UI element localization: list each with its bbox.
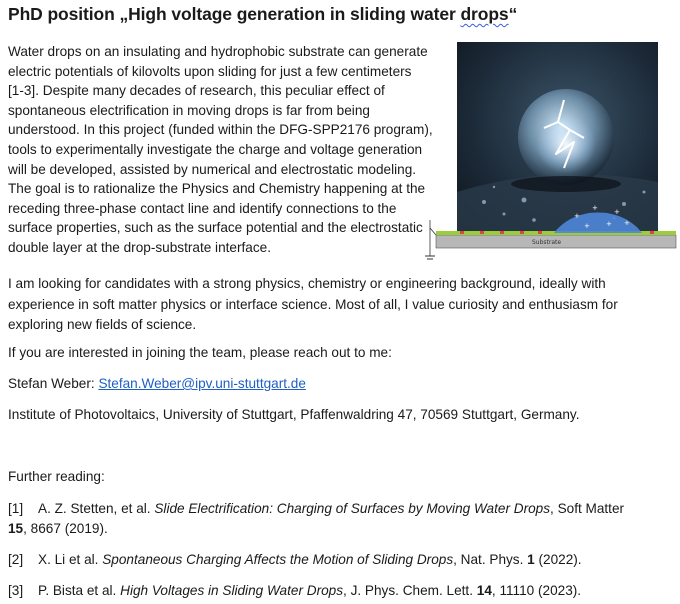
reference-volume: 15 — [8, 520, 24, 536]
candidates-paragraph — [8, 274, 618, 336]
reference-authors: A. Z. Stetten, et al. — [38, 501, 155, 516]
svg-text:+: + — [584, 222, 590, 230]
reference-title: Spontaneous Charging Affects the Motion of Sliding Drops — [102, 552, 454, 567]
reference-rest: , 8667 (2019). — [23, 520, 108, 536]
svg-text:+: + — [574, 212, 580, 220]
reference-title: Slide Electrification: Charging of Surfaces by Moving Water Drops — [154, 501, 551, 516]
reference-item — [8, 581, 581, 601]
substrate-label: Substrate — [532, 239, 562, 246]
candidates-line: I am looking for candidates with a strong physics, chemistry or engineering background, ideally with — [8, 276, 606, 291]
reference-number: [1] — [8, 501, 24, 516]
intro-line: The goal is to rationalize the Physics and Chemistry happening at the — [8, 181, 426, 197]
intro-line: will be developed, assisted by numerical and electrostatic modeling. — [8, 161, 417, 177]
title-prefix: PhD position „High voltage generation in sliding water — [8, 4, 461, 24]
intro-line: surface properties, such as the surface potential and the electrostatic — [8, 220, 423, 236]
reference-number: [3] — [8, 583, 24, 598]
contact-line — [8, 374, 306, 395]
contact-name: Stefan Weber: — [8, 376, 99, 391]
candidates-line: experience in soft matter physics or interface science. Most of all, I value curiosity and enthusiasm for — [8, 296, 618, 312]
reference-rest: , 11110 (2023). — [491, 583, 582, 598]
intro-line: receding three-phase contact line and identify connections to the — [8, 200, 397, 216]
reference-journal: , J. Phys. Chem. Lett. — [343, 583, 477, 598]
intro-line: understood. In this project (funded within the DFG-SPP2176 program), — [8, 122, 433, 138]
figure-illustration — [424, 42, 680, 262]
candidates-line: exploring new fields of science. — [8, 317, 197, 332]
reference-journal: , Nat. Phys. — [453, 552, 528, 567]
reference-journal: , Soft Matter — [550, 501, 625, 516]
reference-item — [8, 499, 648, 538]
intro-line: [1-3]. Despite many decades of research, this peculiar effect of — [8, 83, 385, 99]
intro-paragraph — [8, 42, 448, 258]
email-link[interactable]: Stefan.Weber@ipv.uni-stuttgart.de — [98, 376, 306, 391]
contact-intro: If you are interested in joining the team, please reach out to me: — [8, 345, 392, 360]
intro-line: Water drops on an insulating and hydrophobic substrate can generate — [8, 44, 428, 59]
reference-volume: 14 — [476, 583, 492, 598]
intro-line: spontaneous electrification in moving drops is far from being — [8, 102, 370, 118]
institute-address: Institute of Photovoltaics, University of Stuttgart, Pfaffenwaldring 47, 70569 Stuttgart, Germany. — [8, 407, 580, 422]
title-underlined-word: drops — [460, 4, 509, 24]
svg-text:+: + — [624, 219, 630, 227]
reference-number: [2] — [8, 552, 24, 567]
reference-rest: (2022). — [534, 552, 582, 567]
reference-authors: X. Li et al. — [38, 552, 103, 567]
page-title — [8, 4, 517, 25]
reference-title: High Voltages in Sliding Water Drops — [120, 583, 344, 598]
svg-text:+: + — [614, 208, 620, 216]
intro-line: electric potentials of kilovolts upon sliding for just a few centimeters — [8, 63, 412, 79]
title-suffix: “ — [508, 4, 518, 24]
reference-authors: P. Bista et al. — [38, 583, 121, 598]
drop-figure — [424, 42, 680, 262]
intro-line: double layer at the drop-substrate interface. — [8, 239, 271, 255]
svg-text:+: + — [606, 220, 612, 228]
intro-line: tools to experimentally investigate the charge and voltage generation — [8, 141, 423, 157]
reference-item — [8, 550, 582, 570]
svg-text:+: + — [592, 204, 598, 212]
further-reading-heading: Further reading: — [8, 469, 105, 484]
reference-volume: 1 — [527, 552, 535, 567]
